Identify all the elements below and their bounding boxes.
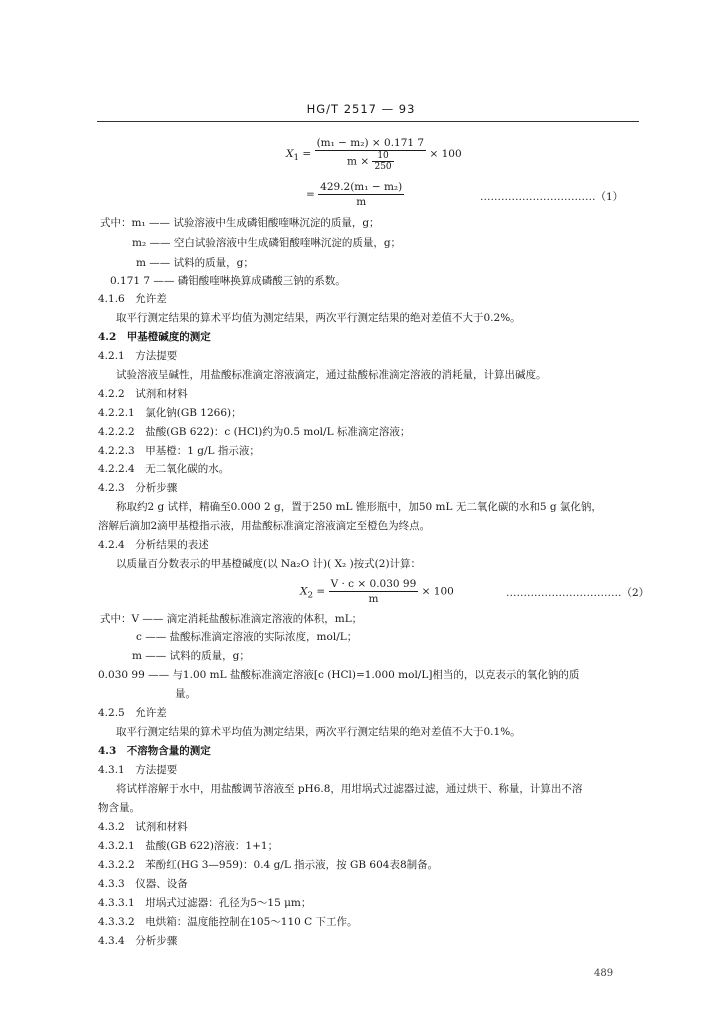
section-4-2-4-text: 以质量百分数表示的甲基橙碱度(以 Na₂O 计)( X₂ )按式(2)计算： xyxy=(116,558,422,570)
where-1-line-4: 0.171 7 —— 磷钼酸喹啉换算成磷酸三钠的系数。 xyxy=(110,275,346,287)
section-4-2-3-line-2: 溶解后滴加2滴甲基橙指示液，用盐酸标准滴定溶液滴定至橙色为终点。 xyxy=(98,520,431,532)
formula-1-numerator: (m₁ − m₂) × 0.171 7 xyxy=(316,137,425,149)
section-4-2-5-heading: 4.2.5 允许差 xyxy=(98,707,167,719)
formula-2-lhs: X xyxy=(300,585,308,598)
formula-2 xyxy=(300,577,454,606)
section-4-3-heading: 4.3 不溶物含量的测定 xyxy=(98,745,211,757)
where-2-line-4: 0.030 99 —— 与1.00 mL 盐酸标准滴定溶液[c (HCl)=1.000 mol/L]相当的，以克表示的氧化钠的质 xyxy=(98,669,580,681)
section-4-3-1-line-1: 将试样溶解于水中，用盐酸调节溶液至 pH6.8，用坩埚式过滤器过滤，通过烘干、称量，计算出不溶 xyxy=(116,783,583,795)
formula-2-tag: ……………………………（2） xyxy=(506,587,650,599)
formula-2-fraction xyxy=(329,577,419,606)
where-2-line-5: 量。 xyxy=(175,688,196,700)
section-4-2-5-text: 取平行测定结果的算术平均值为测定结果，两次平行测定结果的绝对差值不大于0.1%。 xyxy=(116,726,521,738)
where-2-line-1: 式中：V —— 滴定消耗盐酸标准滴定溶液的体积，mL； xyxy=(100,613,363,625)
formula-1-tag: ……………………………（1） xyxy=(480,191,624,203)
formula-1-eq2: = xyxy=(306,188,315,201)
section-4-2-4-heading: 4.2.4 分析结果的表述 xyxy=(98,539,209,551)
formula-1-den-prefix: m × xyxy=(347,155,370,168)
formula-1-fraction-2 xyxy=(318,180,404,209)
section-4-3-4-heading: 4.3.4 分析步骤 xyxy=(98,935,178,947)
formula-1-eq: = xyxy=(302,148,312,160)
section-4-1-6-heading: 4.1.6 允许差 xyxy=(98,293,167,305)
formula-1-denominator xyxy=(315,151,427,172)
section-4-3-1-line-2: 物含量。 xyxy=(98,802,140,814)
formula-1-lhs-sub: 1 xyxy=(293,153,300,164)
formula-1-fraction xyxy=(315,136,427,172)
section-4-3-1-heading: 4.3.1 方法提要 xyxy=(98,764,178,776)
formula-1-lhs: X xyxy=(286,148,294,160)
where-2-line-3: m —— 试料的质量，g； xyxy=(132,650,250,662)
page-number: 489 xyxy=(594,968,614,979)
formula-2-times-100: × 100 xyxy=(421,585,454,598)
standard-code-header: HG/T 2517 — 93 xyxy=(306,102,416,116)
formula-2-lhs-sub: 2 xyxy=(307,590,314,601)
where-2-line-2: c —— 盐酸标准滴定溶液的实际浓度，mol/L； xyxy=(136,631,358,643)
section-4-3-2-item-2: 4.3.2.2 苯酚红(HG 3—959)：0.4 g/L 指示液，按 GB 604表8制备。 xyxy=(98,859,439,871)
formula-1-denominator-2: m xyxy=(356,196,367,208)
formula-1-inner-num: 10 xyxy=(372,151,393,162)
formula-1-numerator-2: 429.2(m₁ − m₂) xyxy=(320,181,403,193)
section-4-2-2-item-1: 4.2.2.1 氯化钠(GB 1266)； xyxy=(98,407,242,419)
formula-1-inner-fraction xyxy=(372,151,393,172)
formula-2-denominator: m xyxy=(368,593,379,605)
section-4-3-3-item-2: 4.3.3.2 电烘箱：温度能控制在105～110 C 下工作。 xyxy=(98,916,358,928)
section-4-3-2-item-1: 4.3.2.1 盐酸(GB 622)溶液：1+1； xyxy=(98,840,279,852)
section-4-2-heading: 4.2 甲基橙碱度的测定 xyxy=(98,331,211,343)
section-4-3-2-heading: 4.3.2 试剂和材料 xyxy=(98,821,188,833)
section-4-2-2-item-4: 4.2.2.4 无二氧化碳的水。 xyxy=(98,463,230,475)
section-4-2-1-heading: 4.2.1 方法提要 xyxy=(98,350,178,362)
section-4-2-2-heading: 4.2.2 试剂和材料 xyxy=(98,388,188,400)
header-rule xyxy=(97,121,639,122)
section-4-2-1-text: 试验溶液呈碱性，用盐酸标准滴定溶液滴定，通过盐酸标准滴定溶液的消耗量，计算出碱度。 xyxy=(116,369,547,381)
section-4-2-2-item-2: 4.2.2.2 盐酸(GB 622)：c (HCl)约为0.5 mol/L 标准滴定溶液； xyxy=(98,426,411,438)
section-4-2-3-line-1: 称取约2 g 试样，精确至0.000 2 g，置于250 mL 锥形瓶中，加50 mL 无二氧化碳的水和5 g 氯化钠， xyxy=(116,501,602,513)
formula-1-line-2 xyxy=(306,180,404,209)
section-4-2-2-item-3: 4.2.2.3 甲基橙：1 g/L 指示液； xyxy=(98,445,260,457)
where-1-line-2: m₂ —— 空白试验溶液中生成磷钼酸喹啉沉淀的质量，g； xyxy=(132,237,402,249)
formula-2-eq: = xyxy=(316,585,326,598)
section-4-1-6-text: 取平行测定结果的算术平均值为测定结果，两次平行测定结果的绝对差值不大于0.2%。 xyxy=(116,312,521,324)
section-4-3-3-item-1: 4.3.3.1 坩埚式过滤器：孔径为5～15 μm； xyxy=(98,897,312,909)
section-4-2-3-heading: 4.2.3 分析步骤 xyxy=(98,482,178,494)
where-1-line-1: 式中：m₁ —— 试验溶液中生成磷钼酸喹啉沉淀的质量，g； xyxy=(100,217,380,229)
formula-1-line-1 xyxy=(286,136,462,172)
where-1-line-3: m —— 试料的质量，g； xyxy=(136,257,254,269)
formula-1-times-100: × 100 xyxy=(429,148,462,160)
formula-1-inner-den: 250 xyxy=(374,162,392,172)
formula-2-numerator: V · c × 0.030 99 xyxy=(330,578,417,590)
section-4-3-3-heading: 4.3.3 仪器、设备 xyxy=(98,878,188,890)
